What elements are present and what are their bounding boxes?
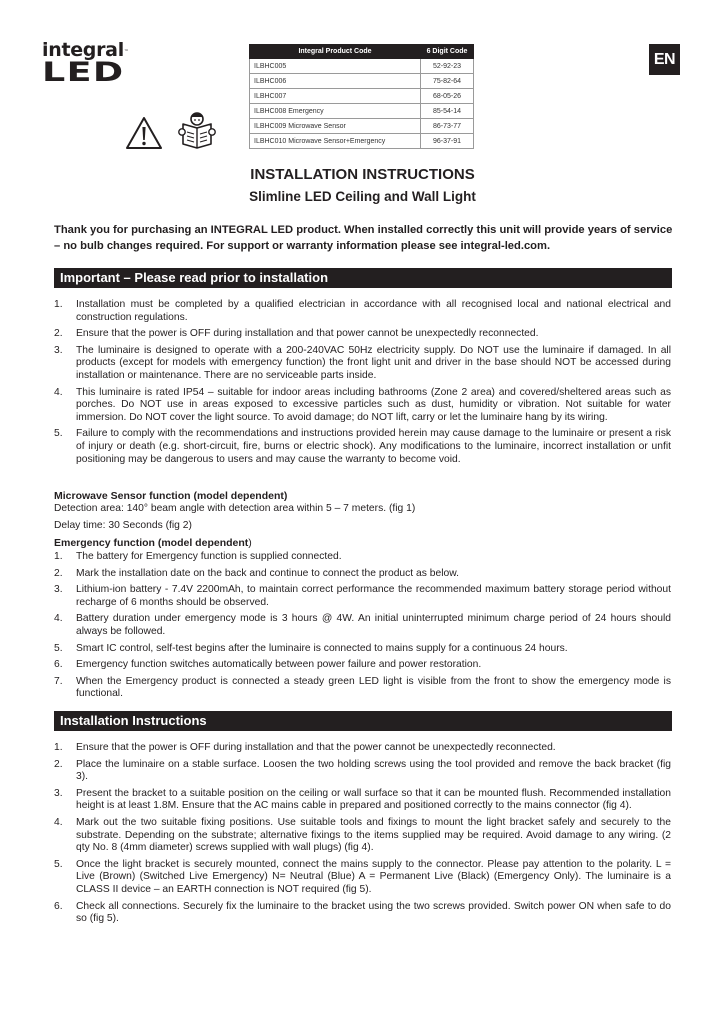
list-item bbox=[54, 584, 671, 609]
language-badge: EN bbox=[649, 44, 680, 75]
list-item bbox=[54, 817, 671, 855]
list-item bbox=[54, 428, 671, 466]
list-item bbox=[54, 788, 671, 813]
code-cell: 85-54-14 bbox=[421, 104, 474, 119]
table-header-row bbox=[250, 45, 474, 59]
item-text: Check all connections. Securely fix the luminaire to the bracket using the two screws provided. Switch power ON when safe to do so (fig 5). bbox=[76, 900, 671, 925]
item-text: Place the luminaire on a stable surface. Loosen the two holding screws using the tool provided and remove the back bracket (fig 3). bbox=[76, 758, 671, 783]
emergency-list bbox=[54, 551, 671, 705]
item-number: 1. bbox=[54, 742, 63, 753]
brand-name-bottom: LED bbox=[42, 57, 125, 88]
list-item bbox=[54, 613, 671, 638]
item-number: 1. bbox=[54, 299, 63, 310]
list-item bbox=[54, 659, 671, 672]
list-item bbox=[54, 676, 671, 701]
important-list bbox=[54, 299, 671, 470]
item-text: Failure to comply with the recommendations and instructions provided herein may cause damage to the luminaire or present a risk of injury or death (e.g. short-circuit, fire, burns or electric shock). Any modifications to the luminaire, incorrect installation or unfit positioning may be dangerous to users and may cause the warranty to become void. bbox=[76, 428, 671, 465]
item-number: 5. bbox=[54, 858, 63, 870]
item-number: 1. bbox=[54, 551, 63, 562]
item-text: When the Emergency product is connected a steady green LED light is visible from the front to show the emergency mode is functional. bbox=[76, 675, 671, 700]
column-header-product: Integral Product Code bbox=[250, 45, 421, 59]
code-cell: 75-82-64 bbox=[421, 74, 474, 89]
code-cell: 68-05-26 bbox=[421, 89, 474, 104]
item-text: Smart IC control, self-test begins after the luminaire is connected to mains supply for a continuous 24 hours. bbox=[76, 642, 568, 654]
item-text: Mark out the two suitable fixing positions. Use suitable tools and fixings to mount the light bracket safely and securely to the substrate. Depending on the substrate; alternative fixings to the items supplied may be required. Avoid damage to any wiring. (2 qty No. 8 (4mm diameter) screws supplied with wall plugs) (fig 4). bbox=[76, 816, 671, 854]
microwave-delay: Delay time: 30 Seconds (fig 2) bbox=[54, 520, 192, 531]
column-header-code: 6 Digit Code bbox=[421, 45, 474, 59]
document-title: INSTALLATION INSTRUCTIONS bbox=[250, 166, 475, 183]
item-text: Ensure that the power is OFF during installation and that power cannot be unexpectedly reconnected. bbox=[76, 328, 539, 340]
document-subtitle: Slimline LED Ceiling and Wall Light bbox=[249, 189, 476, 204]
safety-icons bbox=[125, 108, 217, 150]
trademark-symbol: ™ bbox=[123, 49, 129, 55]
list-item bbox=[54, 742, 671, 755]
table-row bbox=[250, 134, 474, 149]
list-item bbox=[54, 859, 671, 897]
microwave-heading: Microwave Sensor function (model dependent) bbox=[54, 490, 288, 502]
item-number: 6. bbox=[54, 900, 63, 912]
item-number: 2. bbox=[54, 328, 63, 340]
code-cell: 86-73-77 bbox=[421, 119, 474, 134]
product-code-table bbox=[249, 44, 474, 149]
item-text: Installation must be completed by a qualified electrician in accordance with all recognised local and national electrical and construction regulations. bbox=[76, 299, 671, 323]
list-item bbox=[54, 328, 671, 341]
intro-paragraph: Thank you for purchasing an INTEGRAL LED product. When installed correctly this unit will provide years of service – no bulb changes required. For support or warranty information please see integral-led.com. bbox=[54, 224, 673, 252]
code-cell: 52-92-23 bbox=[421, 59, 474, 74]
item-text: Once the light bracket is securely mounted, connect the mains supply to the connector. Please pay attention to the polarity. L = Live (Brown) (Switched Live Emergency) N= Neutral (Blue) A = Permanent Live (Black) (Emergency Only). The luminaire is a CLASS II device – an EARTH connection is NOT required (fig 5). bbox=[76, 858, 671, 895]
emergency-heading bbox=[54, 537, 252, 549]
item-text: Lithium-ion battery - 7.4V 2200mAh, to maintain correct performance the recommended maximum battery storage period without recharge of 6 months should be observed. bbox=[76, 584, 671, 608]
table-row bbox=[250, 59, 474, 74]
section-heading-important: Important – Please read prior to installation bbox=[54, 268, 672, 288]
section-heading-installation: Installation Instructions bbox=[54, 711, 672, 731]
item-text: The battery for Emergency function is supplied connected. bbox=[76, 551, 342, 562]
item-number: 2. bbox=[54, 567, 63, 579]
table-row bbox=[250, 74, 474, 89]
item-text: This luminaire is rated IP54 – suitable for indoor areas including bathrooms (Zone 2 area) and covered/sheltered areas such as porches. Do NOT use in areas exposed to excessive particles such as dust, humidity or vibration. Not suitable for water immersion. Do NOT cover the light source. To avoid damage; do NOT lift, carry or let the luminaire hang by its wiring. bbox=[76, 386, 671, 423]
product-cell: ILBHC008 Emergency bbox=[250, 104, 421, 119]
list-item bbox=[54, 345, 671, 383]
list-item bbox=[54, 643, 671, 656]
item-number: 5. bbox=[54, 642, 63, 654]
item-text: Ensure that the power is OFF during installation and that the power cannot be unexpectedly reconnected. bbox=[76, 742, 556, 753]
table-row bbox=[250, 89, 474, 104]
microwave-detection: Detection area: 140° beam angle with detection area within 5 – 7 meters. (fig 1) bbox=[54, 503, 416, 514]
table-row bbox=[250, 104, 474, 119]
code-cell: 96-37-91 bbox=[421, 134, 474, 149]
emergency-heading-text: Emergency function (model dependent bbox=[54, 537, 249, 549]
item-number: 4. bbox=[54, 816, 63, 828]
list-item bbox=[54, 901, 671, 926]
product-cell: ILBHC010 Microwave Sensor+Emergency bbox=[250, 134, 421, 149]
item-number: 6. bbox=[54, 659, 63, 671]
product-cell: ILBHC006 bbox=[250, 74, 421, 89]
item-number: 2. bbox=[54, 758, 63, 770]
list-item bbox=[54, 568, 671, 581]
product-cell: ILBHC007 bbox=[250, 89, 421, 104]
brand-name-top: integral bbox=[42, 39, 124, 61]
list-item bbox=[54, 299, 671, 324]
item-text: Emergency function switches automatically between power failure and power restoration. bbox=[76, 659, 482, 671]
item-number: 7. bbox=[54, 675, 63, 687]
item-number: 4. bbox=[54, 386, 63, 398]
brand-logo bbox=[42, 40, 152, 86]
read-manual-icon bbox=[177, 110, 217, 150]
item-number: 3. bbox=[54, 344, 63, 356]
item-number: 3. bbox=[54, 584, 63, 596]
product-cell: ILBHC009 Microwave Sensor bbox=[250, 119, 421, 134]
item-number: 4. bbox=[54, 613, 63, 625]
item-text: Battery duration under emergency mode is 3 hours @ 4W. An initial uninterrupted minimum charge period of 24 hours should always be followed. bbox=[76, 613, 671, 637]
table-row bbox=[250, 119, 474, 134]
item-text: Mark the installation date on the back and continue to connect the product as below. bbox=[76, 567, 459, 579]
item-number: 5. bbox=[54, 428, 63, 440]
installation-list bbox=[54, 742, 671, 930]
list-item bbox=[54, 387, 671, 425]
item-number: 3. bbox=[54, 787, 63, 799]
item-text: Present the bracket to a suitable position on the ceiling or wall surface so that it can be mounted flush. Recommended installation height is at least 1.8M. Ensure that the AC mains cable in prepared and positioned correctly to the mains connector (fig 4). bbox=[76, 787, 671, 812]
warning-icon bbox=[125, 116, 163, 150]
product-cell: ILBHC005 bbox=[250, 59, 421, 74]
emergency-heading-paren: ) bbox=[248, 537, 252, 549]
list-item bbox=[54, 551, 671, 564]
list-item bbox=[54, 759, 671, 784]
item-text: The luminaire is designed to operate with a 200-240VAC 50Hz electricity supply. Do NOT use the luminaire if damaged. In all products (except for models with emergency function) the front light unit and driver in the base should NOT be accessed during installation or maintenance. There are no serviceable parts inside. bbox=[76, 344, 671, 381]
